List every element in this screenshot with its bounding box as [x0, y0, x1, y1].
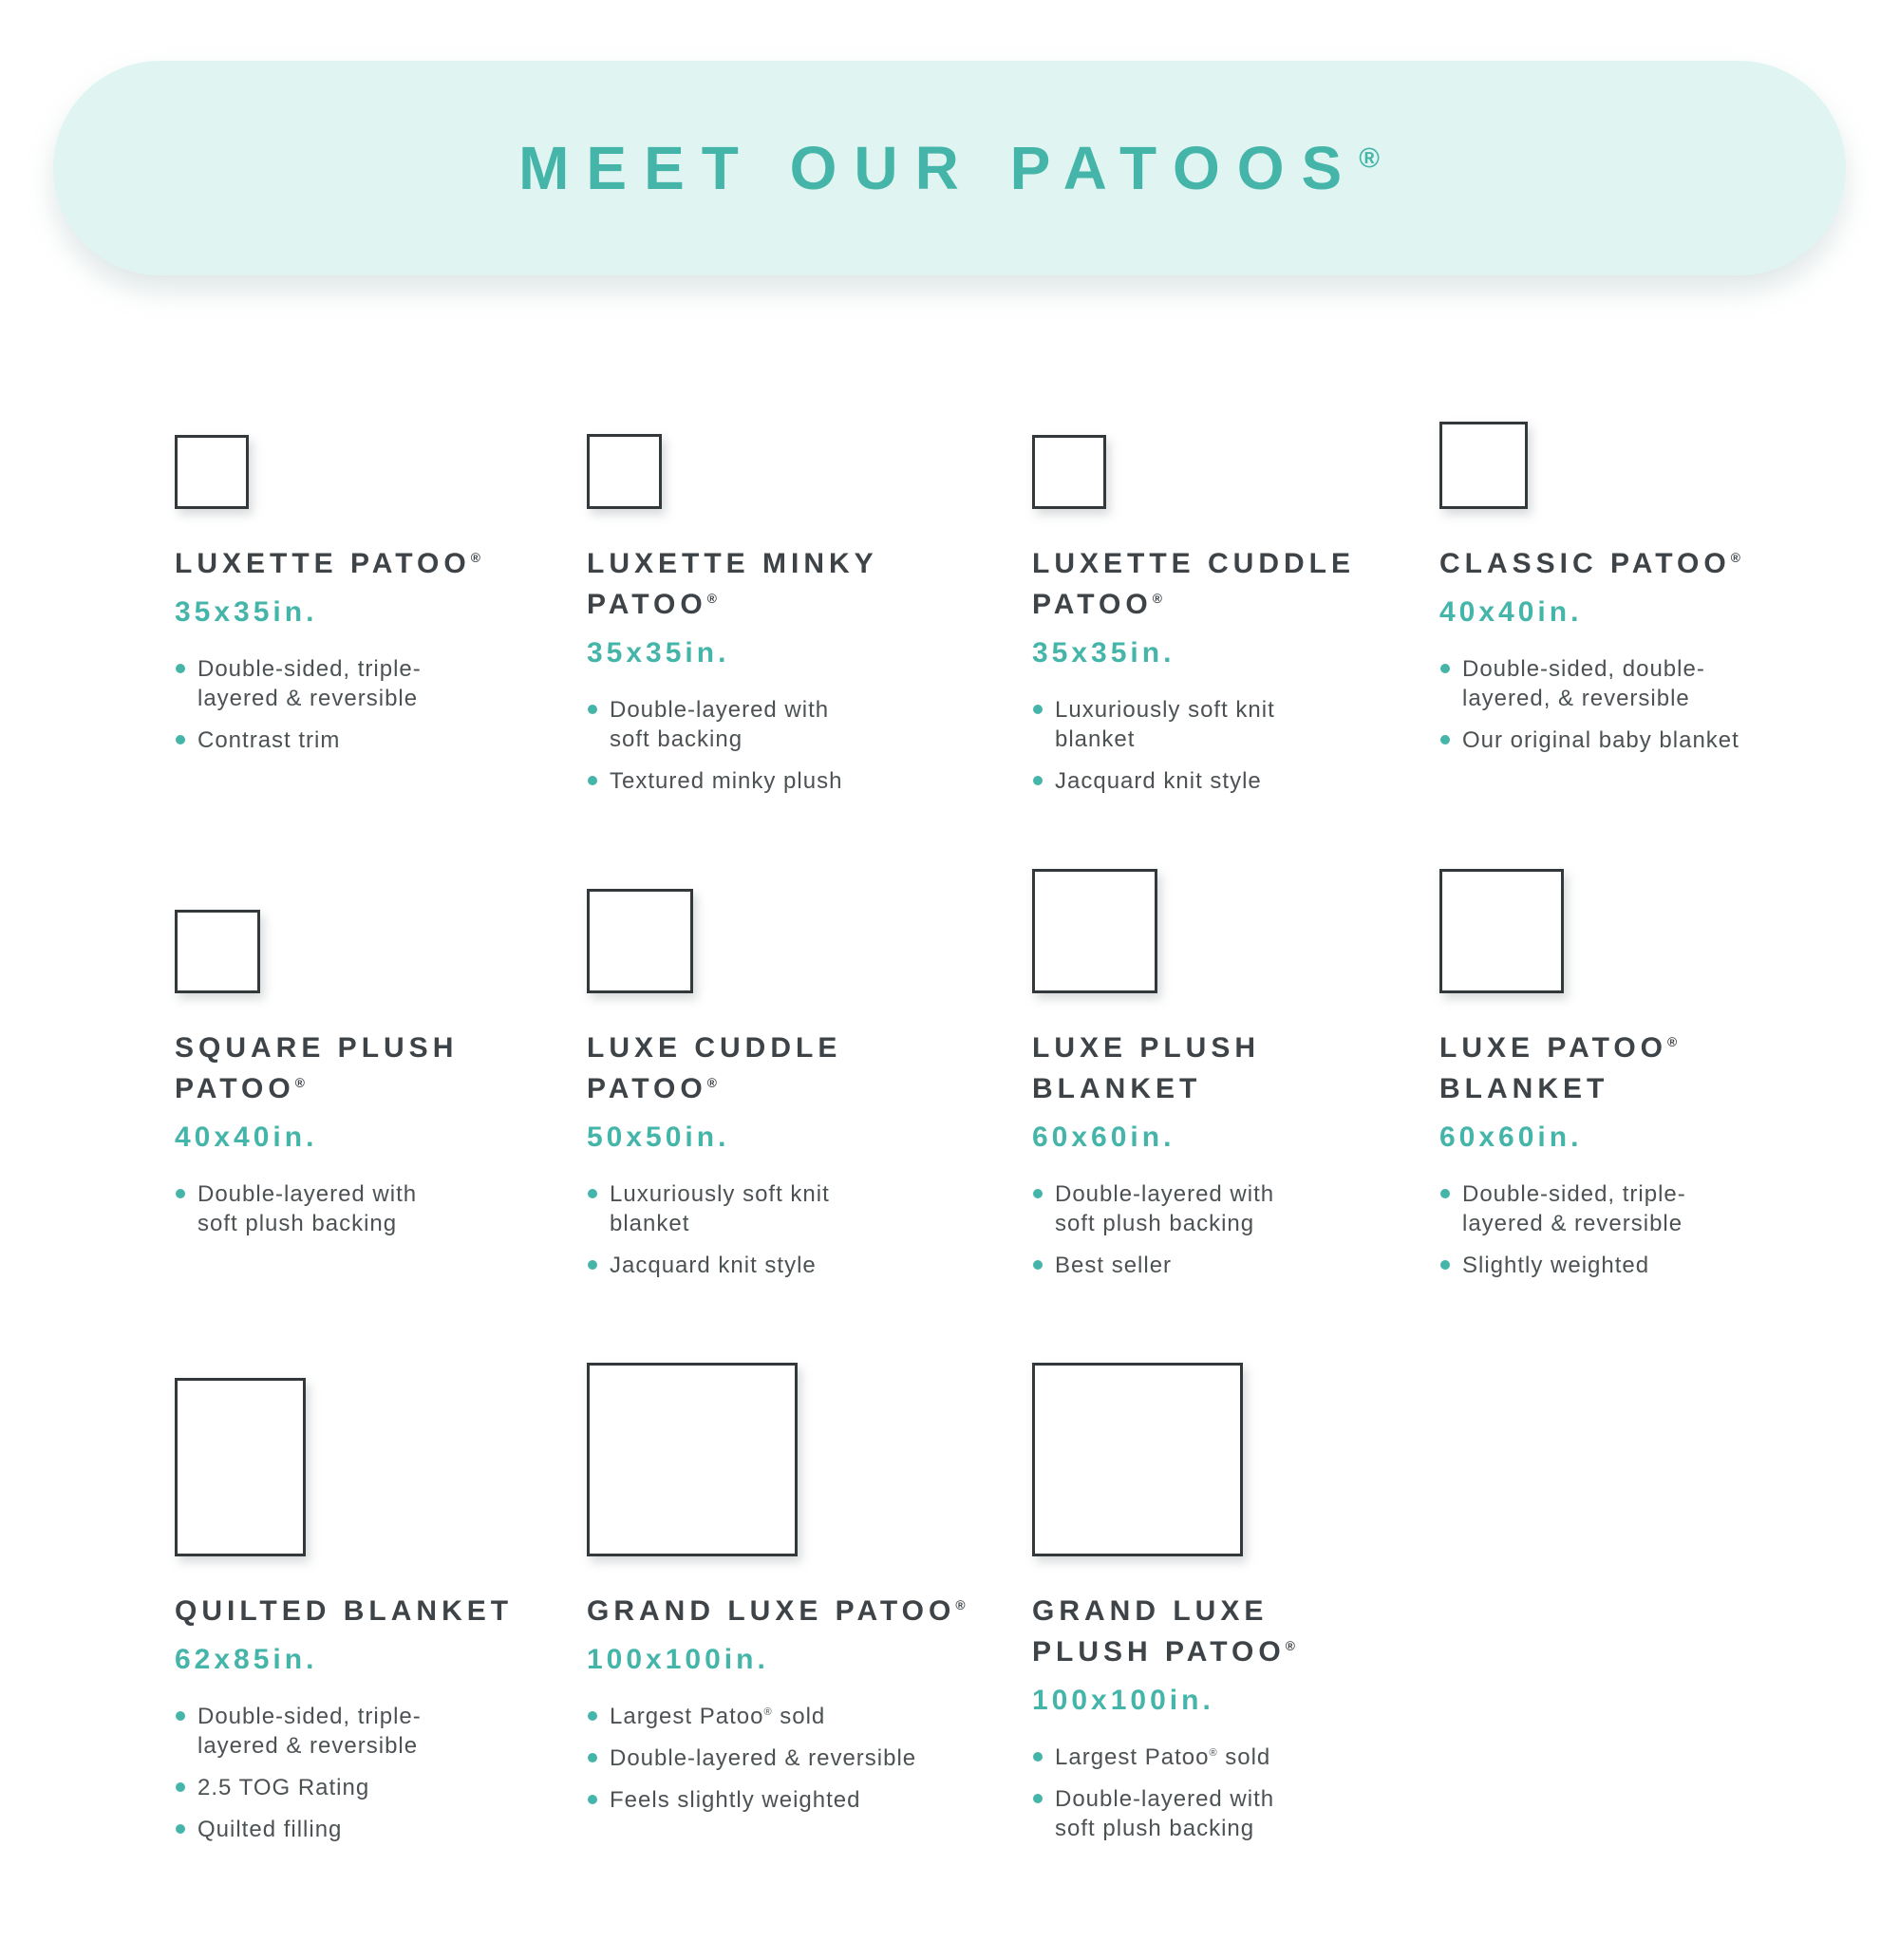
feature-item: Luxuriously soft knit blanket — [587, 1179, 845, 1238]
size-swatch-area — [175, 1359, 587, 1556]
feature-list — [587, 1702, 1032, 1815]
size-swatch-area — [587, 1359, 1032, 1556]
blanket-size-square — [587, 434, 662, 509]
blanket-size-square — [1032, 435, 1106, 509]
banner — [53, 61, 1846, 275]
blanket-size-square — [1439, 869, 1564, 993]
product-size: 50x50in. — [587, 1121, 730, 1153]
blanket-size-square — [1032, 869, 1157, 993]
feature-item: Double-sided, triple-layered & reversible — [175, 654, 433, 713]
blanket-size-square — [587, 1363, 798, 1556]
product-name: LUXETTE PATOO® — [175, 548, 481, 579]
product-card — [1439, 865, 1861, 1292]
product-name: LUXETTE MINKY PATOO® — [587, 548, 878, 620]
feature-item: Double-layered with soft plush backing — [1032, 1784, 1290, 1843]
product-name: LUXE CUDDLE PATOO® — [587, 1032, 842, 1104]
feature-item: Our original baby blanket — [1439, 726, 1772, 755]
product-size: 35x35in. — [175, 596, 318, 628]
feature-list — [1439, 654, 1861, 755]
size-swatch-area — [1032, 1359, 1439, 1556]
size-swatch-area — [1439, 414, 1861, 509]
feature-item: Largest Patoo® sold — [587, 1702, 919, 1731]
product-card — [587, 414, 1032, 808]
product-name: GRAND LUXE PLUSH PATOO® — [1032, 1595, 1296, 1668]
product-size: 35x35in. — [587, 637, 730, 669]
size-swatch-area — [175, 414, 587, 509]
size-swatch-area — [175, 865, 587, 993]
feature-item: Slightly weighted — [1439, 1251, 1698, 1280]
blanket-size-square — [175, 435, 249, 509]
product-row — [175, 1359, 1861, 1856]
product-size: 40x40in. — [1439, 596, 1583, 628]
product-grid — [0, 414, 1899, 1856]
feature-item: Double-layered & reversible — [587, 1743, 919, 1773]
product-row — [175, 414, 1861, 808]
product-card — [175, 414, 587, 808]
feature-list — [175, 1702, 587, 1844]
size-swatch-area — [1032, 414, 1439, 509]
product-card — [1032, 414, 1439, 808]
product-size: 100x100in. — [1032, 1685, 1214, 1716]
size-swatch-area — [587, 865, 1032, 993]
feature-list — [1032, 1743, 1439, 1843]
feature-item: Jacquard knit style — [1032, 766, 1290, 796]
feature-item: Best seller — [1032, 1251, 1290, 1280]
feature-item: Double-layered with soft plush backing — [175, 1179, 433, 1238]
feature-item: Double-layered with soft plush backing — [1032, 1179, 1290, 1238]
size-swatch-area — [1032, 865, 1439, 993]
product-card — [175, 865, 587, 1292]
page-title: MEET OUR PATOOS® — [518, 134, 1381, 202]
feature-item: Contrast trim — [175, 726, 433, 755]
product-card — [587, 1359, 1032, 1856]
feature-item: Double-sided, triple-layered & reversible — [175, 1702, 433, 1761]
size-swatch-area — [587, 414, 1032, 509]
product-name: LUXETTE CUDDLE PATOO® — [1032, 548, 1355, 620]
product-name: LUXE PATOO® BLANKET — [1439, 1032, 1679, 1104]
product-size: 60x60in. — [1032, 1121, 1175, 1153]
product-name: CLASSIC PATOO® — [1439, 548, 1741, 579]
feature-list — [175, 654, 587, 755]
feature-item: Double-sided, triple-layered & reversible — [1439, 1179, 1698, 1238]
feature-list — [175, 1179, 587, 1238]
feature-list — [1032, 1179, 1439, 1280]
feature-item: Quilted filling — [175, 1815, 433, 1844]
feature-item: Feels slightly weighted — [587, 1785, 919, 1815]
product-card — [587, 865, 1032, 1292]
blanket-size-square — [175, 1378, 306, 1556]
blanket-size-square — [587, 889, 693, 993]
product-size: 60x60in. — [1439, 1121, 1583, 1153]
product-card — [1032, 1359, 1439, 1856]
product-name: SQUARE PLUSH PATOO® — [175, 1032, 459, 1104]
feature-list — [1439, 1179, 1861, 1280]
feature-item: Double-layered with soft backing — [587, 695, 845, 754]
feature-item: Textured minky plush — [587, 766, 845, 796]
product-name: GRAND LUXE PATOO® — [587, 1595, 967, 1627]
feature-item: Double-sided, double-layered, & reversible — [1439, 654, 1772, 713]
product-card — [175, 1359, 587, 1856]
feature-item: Largest Patoo® sold — [1032, 1743, 1290, 1772]
product-name: LUXE PLUSH BLANKET — [1032, 1032, 1261, 1104]
size-swatch-area — [1439, 865, 1861, 993]
product-card — [1439, 414, 1861, 808]
blanket-size-square — [1032, 1363, 1243, 1556]
blanket-size-square — [175, 910, 260, 993]
feature-item: Jacquard knit style — [587, 1251, 845, 1280]
feature-item: Luxuriously soft knit blanket — [1032, 695, 1290, 754]
blanket-size-square — [1439, 422, 1528, 509]
product-size: 100x100in. — [587, 1644, 769, 1675]
product-size: 40x40in. — [175, 1121, 318, 1153]
feature-list — [1032, 695, 1439, 796]
feature-list — [587, 695, 1032, 796]
product-size: 62x85in. — [175, 1644, 318, 1675]
feature-item: 2.5 TOG Rating — [175, 1773, 433, 1802]
feature-list — [587, 1179, 1032, 1280]
product-card — [1032, 865, 1439, 1292]
product-row — [175, 865, 1861, 1292]
product-size: 35x35in. — [1032, 637, 1175, 669]
product-name: QUILTED BLANKET — [175, 1595, 514, 1627]
